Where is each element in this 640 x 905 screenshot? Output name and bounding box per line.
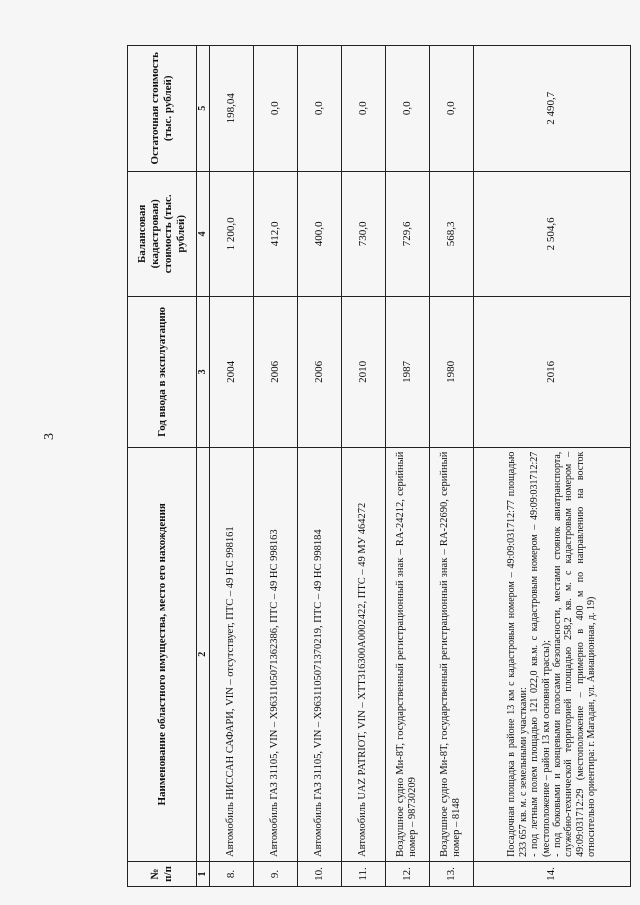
row-residual: 0,0	[341, 46, 385, 172]
index-cell: 1	[197, 861, 210, 886]
row-year: 2004	[209, 297, 253, 448]
row-number: 8.	[209, 861, 253, 886]
header-balance: Балансовая (кадастровая) стоимость (тыс. рублей)	[128, 171, 197, 297]
row-name-line: - под боковыми и концевыми полосами безопасности, местами стоянок авиатранспорта, служебно-технической территорией площадью 258,2 кв. м. с кадастровым номером – 49:09:031712:29 (местоположение – примерно в 400 м по направлению на восток относительно ориентира: г. Магадан, ул. Авиационная, д. 19)	[551, 451, 598, 857]
row-number: 12.	[385, 861, 429, 886]
row-name-line: - под летным полем площадью 121 022,0 кв.м. с кадастровым номером – 49:09:031712:27 (местоположение – район 13 км основной трассы);	[529, 451, 552, 857]
row-name-line: Посадочная площадка в районе 13 км с кадастровым номером – 49:09:031712:77 площадью 233 657 кв. м. с земельными участками:	[506, 451, 529, 857]
row-year: 2010	[341, 297, 385, 448]
header-row	[128, 46, 197, 887]
row-residual: 0,0	[297, 46, 341, 172]
row-name: Воздушное судно Ми-8Т, государственный регистрационный знак – RA-24212, серийный номер – 98730209	[385, 447, 429, 861]
row-number: 9.	[253, 861, 297, 886]
row-balance: 400,0	[297, 171, 341, 297]
index-cell: 4	[197, 171, 210, 297]
index-cell: 3	[197, 297, 210, 448]
table-row	[429, 46, 473, 887]
page-number: 3	[42, 433, 57, 440]
row-balance: 729,6	[385, 171, 429, 297]
table-row	[473, 46, 630, 887]
row-balance: 2 504,6	[473, 171, 630, 297]
row-number: 11.	[341, 861, 385, 886]
row-residual: 0,0	[253, 46, 297, 172]
table-row	[297, 46, 341, 887]
row-balance: 730,0	[341, 171, 385, 297]
row-name: Автомобиль ГАЗ 31105, VIN – X9631105071370219, ПТС – 49 НС 998184	[297, 447, 341, 861]
row-residual: 0,0	[429, 46, 473, 172]
row-year: 2016	[473, 297, 630, 448]
row-name: Автомобиль UAZ PATRIOT, VIN – XTT316300A0002422, ПТС – 49 МУ 464272	[341, 447, 385, 861]
table-row	[341, 46, 385, 887]
row-number: 10.	[297, 861, 341, 886]
header-residual: Остаточная стоимость (тыс. рублей)	[128, 46, 197, 172]
property-table	[127, 45, 631, 887]
row-residual: 2 490,7	[473, 46, 630, 172]
header-number: № п/п	[128, 861, 197, 886]
header-year: Год ввода в эксплуатацию	[128, 297, 197, 448]
row-residual: 0,0	[385, 46, 429, 172]
row-name: Автомобиль ГАЗ 31105, VIN – X9631105071362386, ПТС – 49 НС 998163	[253, 447, 297, 861]
index-cell: 5	[197, 46, 210, 172]
row-number: 14.	[473, 861, 630, 886]
row-balance: 412,0	[253, 171, 297, 297]
table-row	[209, 46, 253, 887]
row-name: Автомобиль НИССАН САФАРИ, VIN – отсутствует, ПТС – 49 НС 998161	[209, 447, 253, 861]
row-number: 13.	[429, 861, 473, 886]
table-row	[385, 46, 429, 887]
row-name	[473, 447, 630, 861]
row-balance: 568,3	[429, 171, 473, 297]
index-cell: 2	[197, 447, 210, 861]
row-residual: 198,04	[209, 46, 253, 172]
header-name: Наименование областного имущества, место его нахождения	[128, 447, 197, 861]
row-year: 2006	[253, 297, 297, 448]
row-balance: 1 200,0	[209, 171, 253, 297]
table-row	[253, 46, 297, 887]
row-year: 1987	[385, 297, 429, 448]
row-year: 2006	[297, 297, 341, 448]
row-year: 1980	[429, 297, 473, 448]
rotated-table-wrapper	[127, 45, 631, 887]
row-name: Воздушное судно Ми-8Т, государственный регистрационный знак – RA-22690, серийный номер – 8148	[429, 447, 473, 861]
index-row	[197, 46, 210, 887]
